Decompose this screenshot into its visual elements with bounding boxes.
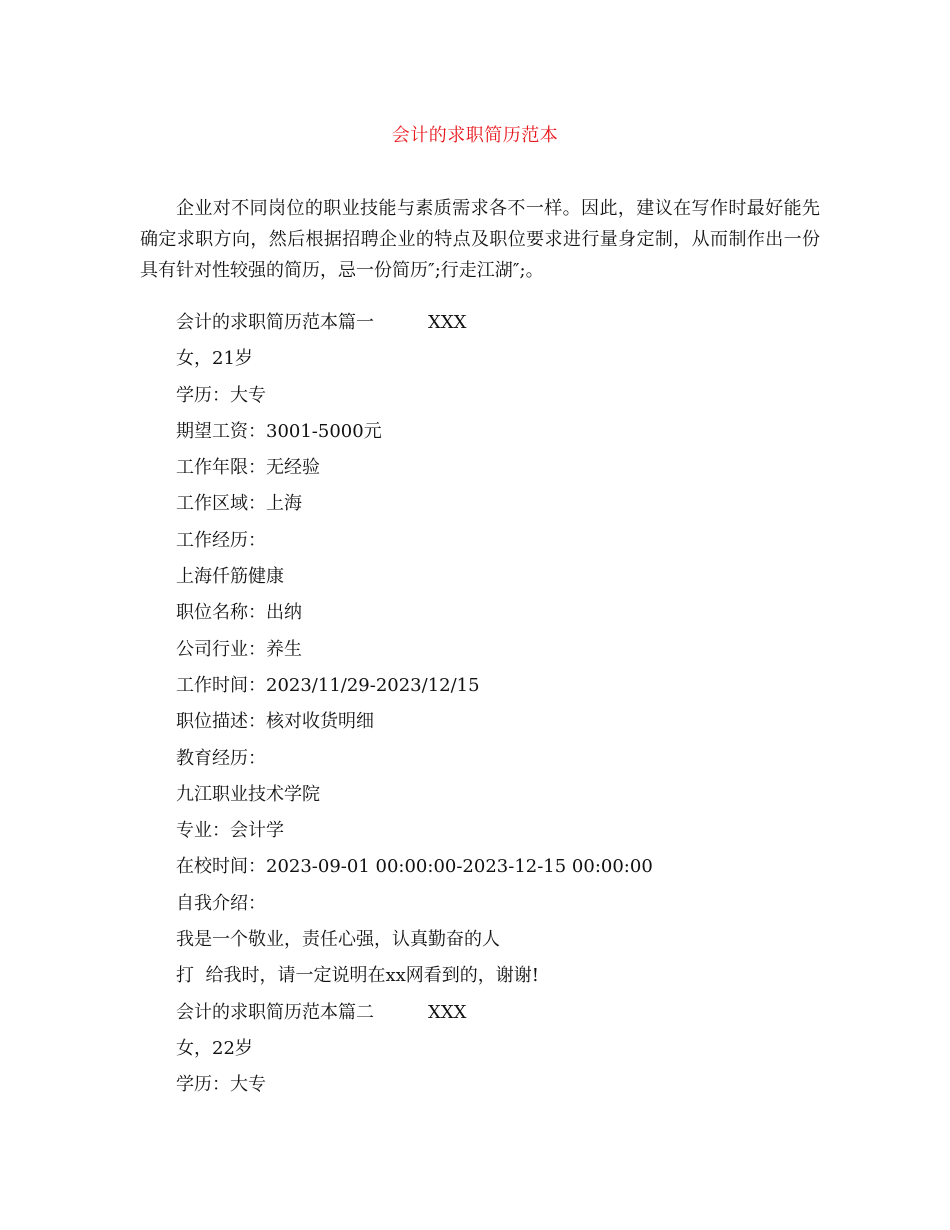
intro-paragraph: 企业对不同岗位的职业技能与素质需求各不一样。因此，建议在写作时最好能先确定求职方向，然后根据招聘企业的特点及职位要求进行量身定制，从而制作出一份具有针对性较强的简历，忌一份简历″;行走江湖″;。 (140, 198, 820, 281)
resume-content (176, 305, 653, 1104)
section1-years: 工作年限：无经验 (176, 457, 320, 479)
section1-description: 职位描述：核对收货明细 (176, 711, 374, 733)
section2-name: XXX (428, 1001, 467, 1023)
section1-work-label: 工作经历： (176, 529, 266, 551)
section1-school-time: 在校时间：2023-09-01 00:00:00-2023-12-15 00:00:00 (176, 856, 653, 878)
section1-major: 专业：会计学 (176, 820, 284, 842)
section1-education: 学历：大专 (176, 384, 266, 406)
section1-name: XXX (428, 312, 467, 333)
section1-industry: 公司行业：养生 (176, 638, 302, 660)
section1-work-time: 工作时间：2023/11/29-2023/12/15 (176, 674, 480, 696)
section1-school: 九江职业技术学院 (176, 783, 320, 805)
section1-self-intro: 我是一个敬业，责任心强，认真勤奋的人 (176, 929, 500, 951)
section2-education: 学历：大专 (176, 1074, 266, 1096)
section1-contact-note: 打 给我时，请一定说明在xx网看到的，谢谢! (176, 965, 539, 987)
section1-salary: 期望工资：3001-5000元 (176, 420, 382, 442)
section1-edu-label: 教育经历： (176, 747, 266, 769)
section1-company: 上海仟筋健康 (176, 566, 284, 588)
section2-heading-line (176, 995, 653, 1031)
section2-heading: 会计的求职简历范本篇二 (176, 1001, 374, 1023)
section1-position: 职位名称：出纳 (176, 602, 302, 624)
section1-area: 工作区域：上海 (176, 493, 302, 515)
section2-gender-age: 女，22岁 (176, 1037, 253, 1059)
document-title: 会计的求职简历范本 (391, 125, 559, 146)
section1-heading-line (176, 305, 653, 341)
section1-intro-label: 自我介绍： (176, 892, 266, 914)
section1-gender-age: 女，21岁 (176, 348, 253, 370)
section1-heading: 会计的求职简历范本篇一 (176, 312, 374, 333)
